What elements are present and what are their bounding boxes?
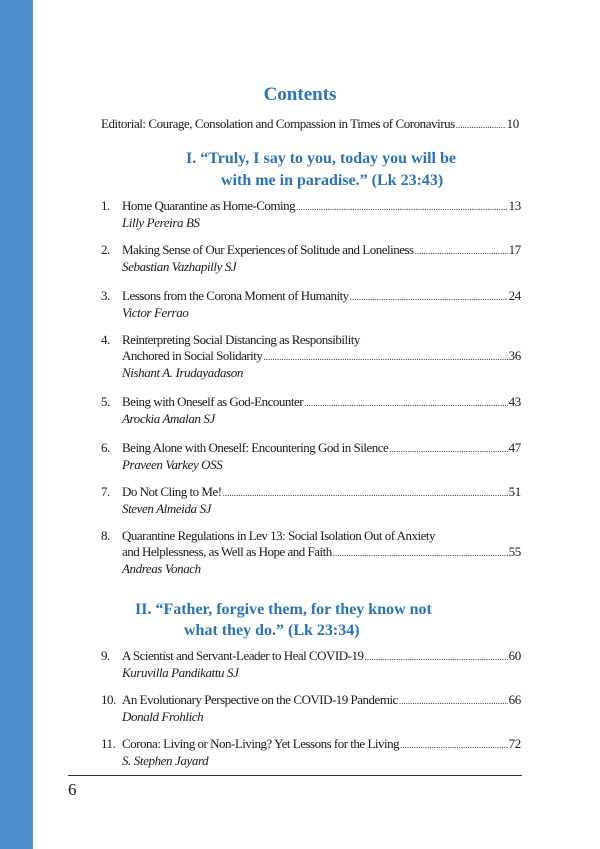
- dot-leader: [364, 649, 507, 665]
- entry-page: 72: [508, 736, 521, 751]
- entry-title: Corona: Living or Non-Living? Yet Lessons for the Living: [122, 736, 400, 751]
- toc-entry-1[interactable]: [101, 198, 521, 231]
- entry-number: 9.: [101, 648, 110, 663]
- dot-leader: [415, 243, 508, 259]
- entry-author: Sebastian Vazhapilly SJ: [122, 259, 237, 274]
- page-side-band: [0, 0, 33, 849]
- toc-entry-9[interactable]: [101, 648, 521, 681]
- section-2-heading-line2: what they do.” (Lk 23:34): [184, 622, 360, 639]
- entry-author: Praveen Varkey OSS: [122, 457, 223, 472]
- entry-title-continued: and Helplessness, as Well as Hope and Faith: [122, 544, 332, 559]
- entry-author: Nishant A. Irudayadason: [122, 365, 243, 380]
- dot-leader: [223, 485, 508, 501]
- entry-author: S. Stephen Jayard: [122, 753, 209, 768]
- dot-leader: [304, 395, 508, 411]
- entry-number: 6.: [101, 440, 110, 455]
- toc-entry-10[interactable]: [101, 692, 521, 725]
- entry-title: Lessons from the Corona Moment of Humanity: [122, 288, 349, 303]
- editorial-page: 10: [506, 116, 519, 131]
- section-2-heading-line1: II. “Father, forgive them, for they know not: [135, 601, 432, 618]
- entry-number: 7.: [101, 484, 110, 499]
- entry-author: Lilly Pereira BS: [122, 215, 200, 230]
- section-1-heading-line2: with me in paradise.” (Lk 23:43): [221, 172, 444, 189]
- entry-number: 5.: [101, 394, 110, 409]
- entry-author: Arockia Amalan SJ: [122, 411, 215, 426]
- entry-title: An Evolutionary Perspective on the COVID-19 Pandemic: [122, 692, 398, 707]
- toc-entry-2[interactable]: [101, 242, 521, 275]
- entry-number: 3.: [101, 288, 110, 303]
- page-title: Contents: [263, 84, 337, 105]
- entry-title: Home Quarantine as Home-Coming: [122, 198, 296, 213]
- entry-page: 36: [508, 348, 521, 363]
- entry-title: Being with Oneself as God-Encounter: [122, 394, 304, 409]
- entry-number: 1.: [101, 198, 110, 213]
- entry-title: Do Not Cling to Me!: [122, 484, 222, 499]
- entry-author: Donald Frohlich: [122, 709, 204, 724]
- entry-title: A Scientist and Servant-Leader to Heal COVID-19: [122, 648, 364, 663]
- entry-author: Steven Almeida SJ: [122, 501, 211, 516]
- entry-page: 47: [508, 440, 521, 455]
- entry-author: Andreas Vonach: [122, 561, 201, 576]
- toc-entry-7[interactable]: [101, 484, 521, 517]
- toc-entry-4[interactable]: [101, 332, 521, 381]
- entry-number: 2.: [101, 242, 110, 257]
- dot-leader: [333, 545, 508, 561]
- entry-page: 13: [508, 198, 521, 213]
- toc-entry-3[interactable]: [101, 288, 521, 321]
- footer-rule: [68, 775, 522, 776]
- dot-leader: [263, 349, 507, 365]
- entry-title: Quarantine Regulations in Lev 13: Social Isolation Out of Anxiety: [122, 528, 436, 543]
- toc-entry-6[interactable]: [101, 440, 521, 473]
- section-1-heading-line1: I. “Truly, I say to you, today you will be: [186, 150, 456, 167]
- entry-author: Victor Ferrao: [122, 305, 189, 320]
- dot-leader: [399, 693, 508, 709]
- entry-number: 4.: [101, 332, 110, 347]
- page-number: 6: [68, 780, 77, 799]
- entry-author: Kuruvilla Pandikattu SJ: [122, 665, 239, 680]
- entry-page: 43: [508, 394, 521, 409]
- entry-page: 24: [508, 288, 521, 303]
- entry-page: 60: [508, 648, 521, 663]
- dot-leader: [350, 289, 508, 305]
- entry-title: Reinterpreting Social Distancing as Responsibility: [122, 332, 360, 347]
- dot-leader: [389, 441, 507, 457]
- entry-number: 8.: [101, 528, 110, 543]
- entry-page: 66: [508, 692, 521, 707]
- toc-entry-11[interactable]: [101, 736, 521, 769]
- entry-title-continued: Anchored in Social Solidarity: [122, 348, 263, 363]
- toc-entry-8[interactable]: [101, 528, 521, 577]
- dot-leader: [400, 737, 507, 753]
- editorial-entry[interactable]: [101, 116, 519, 132]
- entry-number: 10.: [101, 692, 116, 707]
- entry-page: 55: [508, 544, 521, 559]
- entry-page: 17: [508, 242, 521, 257]
- entry-title: Making Sense of Our Experiences of Solitude and Loneliness: [122, 242, 414, 257]
- entry-number: 11.: [101, 736, 116, 751]
- toc-entry-5[interactable]: [101, 394, 521, 427]
- entry-title: Being Alone with Oneself: Encountering God in Silence: [122, 440, 389, 455]
- dot-leader: [296, 199, 508, 215]
- entry-page: 51: [508, 484, 521, 499]
- editorial-title: Editorial: Courage, Consolation and Compassion in Times of Coronavirus: [101, 116, 455, 131]
- dot-leader: [456, 120, 506, 130]
